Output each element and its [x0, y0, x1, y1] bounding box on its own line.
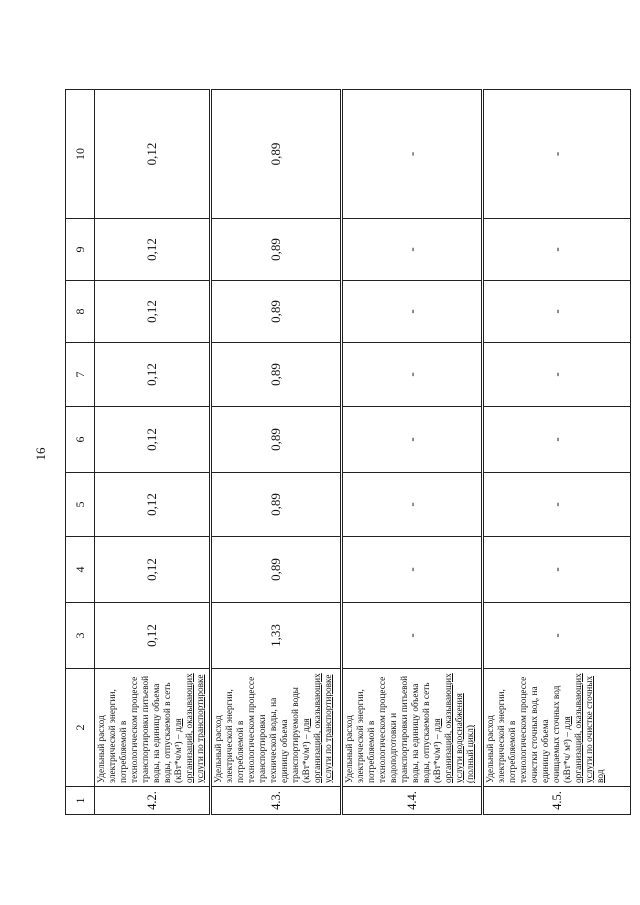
table-row: [342, 90, 483, 815]
row-description: [211, 669, 342, 787]
value-cell: 0,12: [95, 407, 211, 473]
table-row: [483, 90, 631, 815]
header-row: [66, 90, 95, 815]
value-cell: -: [483, 407, 631, 473]
header-cell-4: 4: [66, 537, 95, 603]
value-cell: 0,12: [95, 219, 211, 281]
value-cell: 0,12: [95, 603, 211, 669]
value-cell: -: [342, 219, 483, 281]
value-cell: -: [342, 407, 483, 473]
value-cell: -: [483, 473, 631, 537]
header-cell-8: 8: [66, 281, 95, 343]
header-cell-6: 6: [66, 407, 95, 473]
table-row: [211, 90, 342, 815]
value-cell: 1,33: [211, 603, 342, 669]
header-cell-3: 3: [66, 603, 95, 669]
value-cell: -: [483, 90, 631, 219]
rotated-table-frame: [65, 90, 606, 815]
value-cell: -: [483, 219, 631, 281]
value-cell: 0,12: [95, 473, 211, 537]
value-cell: -: [342, 90, 483, 219]
header-cell-5: 5: [66, 473, 95, 537]
indicators-table: [65, 89, 631, 815]
header-cell-2: 2: [66, 669, 95, 787]
description-text: Удельный расход электрической энергии, потребляемой в технологическом процессе водоподготовки и транспортировки питьевой воды, на единицу объема воды, отпускаемой в сеть (кВт*ч/м³) –: [345, 675, 443, 783]
description-text: Удельный расход электрической энергии, потребляемой в технологическом процессе транспортировки питьевой воды, на единицу объема воды, отпускаемой в сеть (кВт*ч/м³) –: [97, 675, 184, 783]
value-cell: -: [483, 343, 631, 407]
value-cell: 0,89: [211, 537, 342, 603]
header-cell-7: 7: [66, 343, 95, 407]
value-cell: -: [342, 603, 483, 669]
row-number: 4.3.: [211, 787, 342, 815]
value-cell: 0,12: [95, 281, 211, 343]
description-underlined: для организаций, оказывающих услуги водоснабжения (полный цикл): [433, 673, 476, 783]
value-cell: -: [342, 343, 483, 407]
header-cell-9: 9: [66, 219, 95, 281]
value-cell: -: [342, 281, 483, 343]
row-number: 4.4.: [342, 787, 483, 815]
row-description: [483, 669, 631, 787]
header-cell-1: 1: [66, 787, 95, 815]
value-cell: 0,89: [211, 281, 342, 343]
value-cell: -: [342, 537, 483, 603]
value-cell: 0,89: [211, 343, 342, 407]
value-cell: 0,89: [211, 219, 342, 281]
description-underlined: для организаций, оказывающих услуги по транспортировке: [302, 673, 334, 783]
value-cell: -: [483, 603, 631, 669]
row-number: 4.5.: [483, 787, 631, 815]
value-cell: 0,12: [95, 537, 211, 603]
description-underlined: для организаций, оказывающих услуги по транспортировке: [174, 673, 206, 783]
header-cell-10: 10: [66, 90, 95, 219]
value-cell: 0,89: [211, 473, 342, 537]
table-container: [65, 90, 606, 815]
row-number: 4.2.: [95, 787, 211, 815]
table-row: [95, 90, 211, 815]
description-underlined: для организаций, оказывающих услуги по очистке сточных вод: [563, 673, 606, 783]
row-description: [95, 669, 211, 787]
value-cell: -: [483, 281, 631, 343]
value-cell: 0,89: [211, 407, 342, 473]
value-cell: 0,12: [95, 90, 211, 219]
page-number: 16: [33, 447, 48, 461]
value-cell: -: [483, 537, 631, 603]
value-cell: 0,89: [211, 90, 342, 219]
description-text: Удельный расход электрической энергии, потребляемой в технологическом процессе очистки сточных вод, на единицу объема очищаемых сточных вод (кВт*ч/ м³) –: [486, 676, 573, 783]
value-cell: -: [342, 473, 483, 537]
description-text: Удельный расход электрической энергии, потребляемой в технологическом процессе транспортировки технической воды, на единицу объема транспортируемой воды (кВт*ч/м³) –: [214, 676, 312, 783]
value-cell: 0,12: [95, 343, 211, 407]
row-description: [342, 669, 483, 787]
